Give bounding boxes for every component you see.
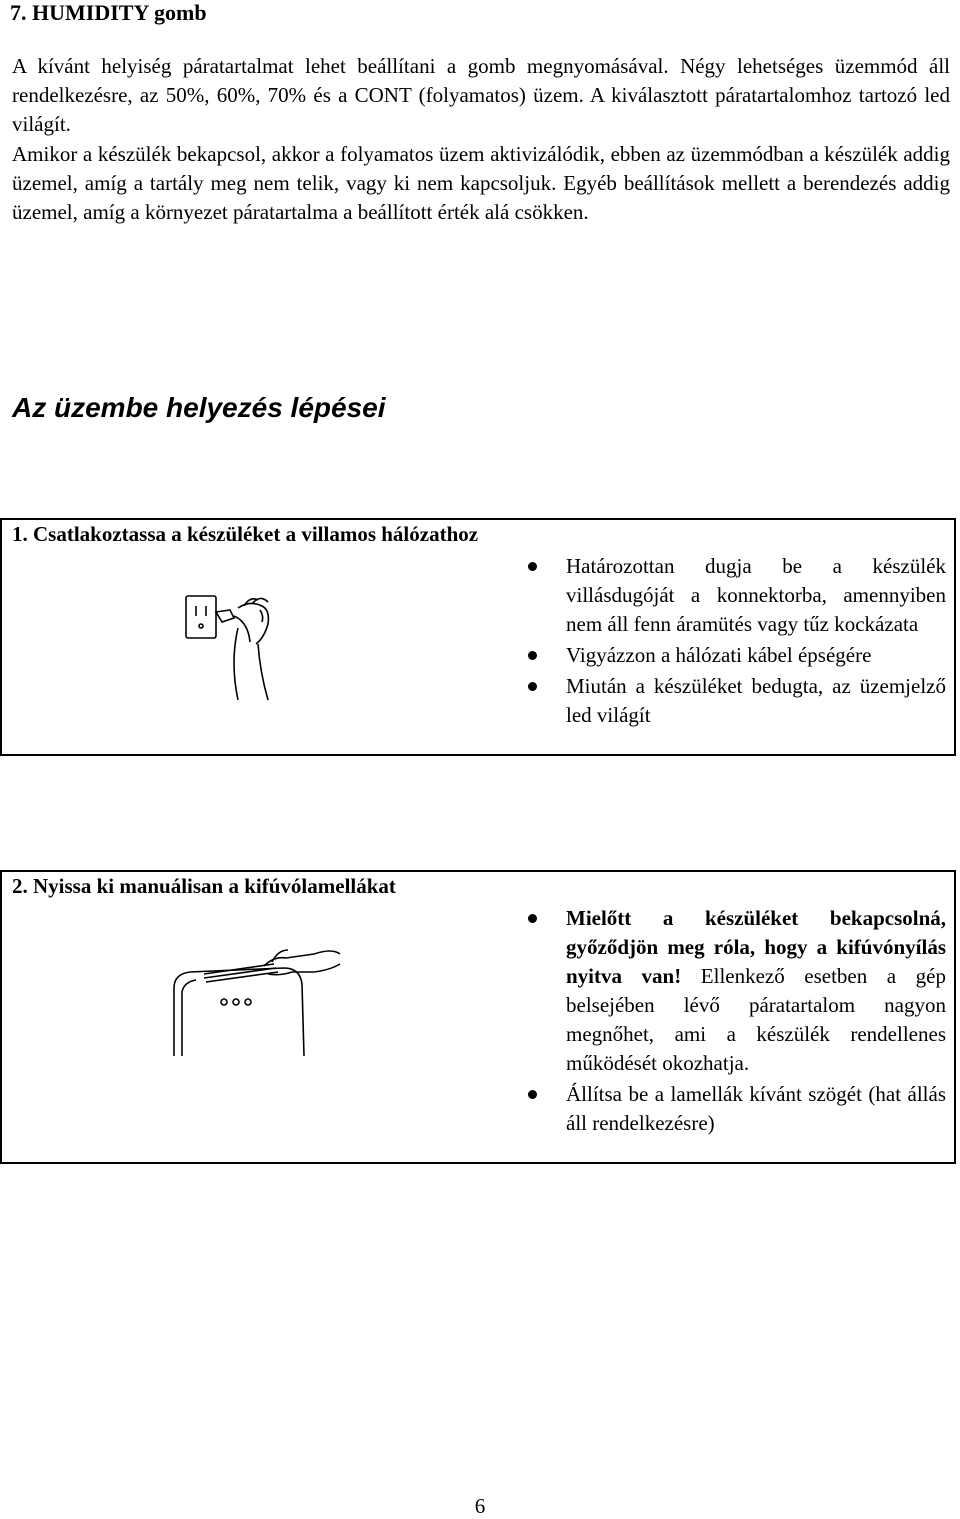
step-1-bullets [522,552,946,732]
section-heading: 7. HUMIDITY gomb [10,0,207,25]
step-2-title: 2. Nyissa ki manuálisan a kifúvólamellákat [12,874,396,898]
paragraph-operation: Amikor a készülék bekapcsol, akkor a folyamatos üzem aktivizálódik, ebben az üzemmódban a készülék addig üzemel, amíg a tartály meg nem telik, vagy ki nem kapcsoljuk. Egyéb beállítások mellett a berendezés addig üzemel, amíg a környezet páratartalma a beállított érték alá csökken. [12,142,950,224]
louver-opening-illustration [164,928,344,1058]
warning-text: Mielőtt a készüléket bekapcsolná, győződjön meg róla, hogy a kifúvónyílás nyitva van! [566,906,946,988]
warning-consequence-text: Ellenkező esetben a gép belsejében lévő páratartalom nagyon megnőhet, ami a készülék rendellenes működését okozhatja. [566,964,946,1075]
setup-steps-title: Az üzembe helyezés lépései [12,392,386,423]
step-1-box [0,518,956,756]
plug-in-illustration [178,582,298,702]
step-2-box [0,870,956,1164]
list-item: Határozottan dugja be a készülék villásdugóját a konnektorba, amennyiben nem áll fenn áramütés vagy tűz kockázata [522,552,946,639]
paragraph-humidity-modes: A kívánt helyiség páratartalmat lehet beállítani a gomb megnyomásával. Négy lehetséges üzemmód áll rendelkezésre, az 50%, 60%, 70% és a CONT (folyamatos) üzem. A kiválasztott páratartalomhoz tartozó led világít. [12,54,950,136]
step-1-title: 1. Csatlakoztassa a készüléket a villamos hálózathoz [12,522,479,546]
page-number: 6 [474,1494,486,1518]
step-2-bullets [522,904,946,1140]
list-item: Állítsa be a lamellák kívánt szögét (hat állás áll rendelkezésre) [522,1080,946,1138]
list-item: Vigyázzon a hálózati kábel épségére [522,641,946,670]
list-item [522,904,946,1078]
list-item: Miután a készüléket bedugta, az üzemjelző led világít [522,672,946,730]
